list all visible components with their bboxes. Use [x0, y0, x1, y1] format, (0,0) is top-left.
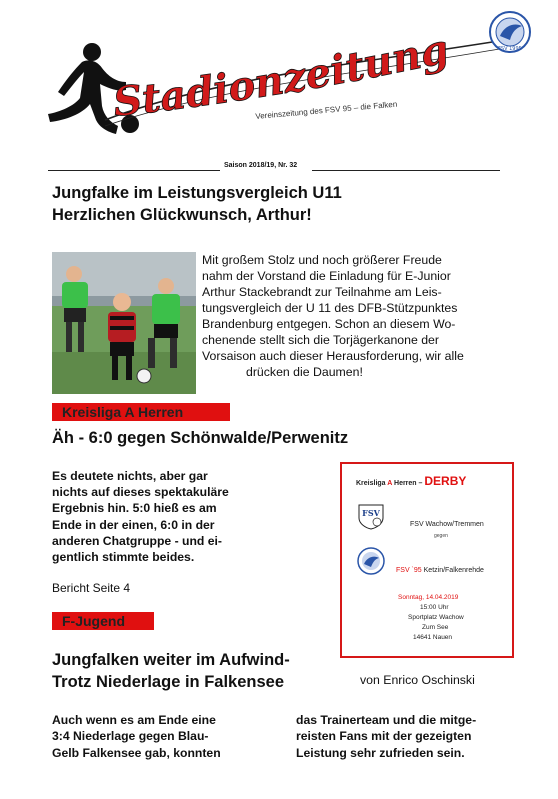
poster-title-derby: DERBY: [424, 474, 467, 488]
article3-column1: [52, 712, 221, 761]
article1-line: drücken die Daumen!: [246, 365, 363, 379]
article2-line: anderen Chatgruppe - und ei-: [52, 533, 222, 548]
poster-team1: FSV Wachow/Tremmen: [410, 521, 484, 528]
poster-team2-prefix: FSV `95: [396, 567, 422, 574]
poster-street: Zum See: [422, 624, 449, 631]
article3-col1-line: Auch wenn es am Ende eine: [52, 713, 216, 727]
section-label-f-jugend: F-Jugend: [52, 612, 154, 630]
masthead-title: Stadionzeitung: [110, 25, 453, 127]
fsv-wachow-logo-icon: [356, 502, 386, 530]
article3-headline-line2: Trotz Niederlage in Falkensee: [52, 673, 284, 691]
poster-team2: [396, 567, 484, 574]
article3-col1-line: Gelb Falkensee gab, konnten: [52, 745, 221, 760]
logo1-text: FSV: [362, 508, 380, 518]
article3-column2: [296, 712, 476, 761]
poster-team2-suffix: Ketzin/Falkenrehde: [421, 567, 484, 574]
article1-line: nahm der Vorstand die Einladung für E-Junior: [202, 269, 451, 283]
poster-date: Sonntag, 14.04.2019: [398, 594, 459, 601]
article1-line: Mit großem Stolz und noch größerer Freude: [202, 253, 442, 267]
poster-time: 15:00 Uhr: [420, 604, 449, 611]
article1-body: [202, 252, 512, 380]
section-label-kreisliga: Kreisliga A Herren: [52, 403, 230, 421]
poster-title-suffix: Herren –: [392, 480, 425, 487]
issue-rule-right: [312, 170, 500, 171]
club-logo-icon: [488, 10, 532, 54]
article1-headline-line2: Herzlichen Glückwunsch, Arthur!: [52, 206, 312, 224]
issue-label: Saison 2018/19, Nr. 32: [224, 162, 298, 169]
article3-col1-line: 3:4 Niederlage gegen Blau-: [52, 729, 209, 744]
article3-headline-line1: Jungfalken weiter im Aufwind-: [52, 651, 290, 669]
article1-line: Arthur Stackebrandt zur Teilnahme am Leis-: [202, 285, 442, 299]
article1-line: Vorsaison auch dieser Herausforderung, wir alle: [202, 349, 464, 363]
article2-line: gentlich stimmte beides.: [52, 550, 195, 565]
article1-line: chenende stellt sich die Torjägerkanone der: [202, 333, 439, 347]
poster-title-a: A: [387, 480, 393, 487]
article1-line: tungsvergleich der U 11 des DFB-Stützpunktes: [202, 301, 458, 315]
article2-body: [52, 468, 282, 565]
article2-headline: Äh - 6:0 gegen Schönwalde/Perwenitz: [52, 429, 349, 447]
article3-byline: von Enrico Oschinski: [360, 673, 475, 687]
article3-col2-line: Leistung sehr zufrieden sein.: [296, 745, 465, 760]
poster-title: [356, 474, 466, 488]
article2-line: nichts auf dieses spektakuläre: [52, 485, 229, 500]
issue-rule-left: [48, 170, 220, 171]
derby-poster: [340, 462, 514, 658]
masthead: [0, 0, 558, 150]
poster-city: 14641 Nauen: [413, 634, 453, 641]
article1-line: Brandenburg entgegen. Schon an diesem Wo-: [202, 317, 456, 331]
poster-title-prefix: Kreisliga: [356, 480, 388, 487]
issue-line: [48, 162, 500, 172]
article3-col2-line: das Trainerteam und die mitge-: [296, 713, 477, 727]
article2-line: Es deutete nichts, aber gar: [52, 469, 208, 483]
club-logo-text: FSV 1995: [498, 46, 522, 52]
youth-football-photo: [52, 252, 196, 394]
article2-line: Ergebnis hin. 5:0 hieß es am: [52, 501, 217, 516]
poster-venue: Sportplatz Wachow: [408, 614, 464, 621]
poster-versus: gegen: [434, 533, 448, 539]
article1-photo: [52, 252, 196, 394]
article3-col2-line: reisten Fans mit der gezeigten: [296, 729, 472, 744]
article2-line: Ende in der einen, 6:0 in der: [52, 517, 215, 532]
article1-headline-line1: Jungfalke im Leistungsvergleich U11: [52, 184, 342, 202]
article2-reference: Bericht Seite 4: [52, 581, 131, 595]
fsv-95-logo-icon: [356, 546, 386, 576]
masthead-subtitle: Vereinszeitung des FSV 95 – die Falken: [255, 99, 398, 121]
